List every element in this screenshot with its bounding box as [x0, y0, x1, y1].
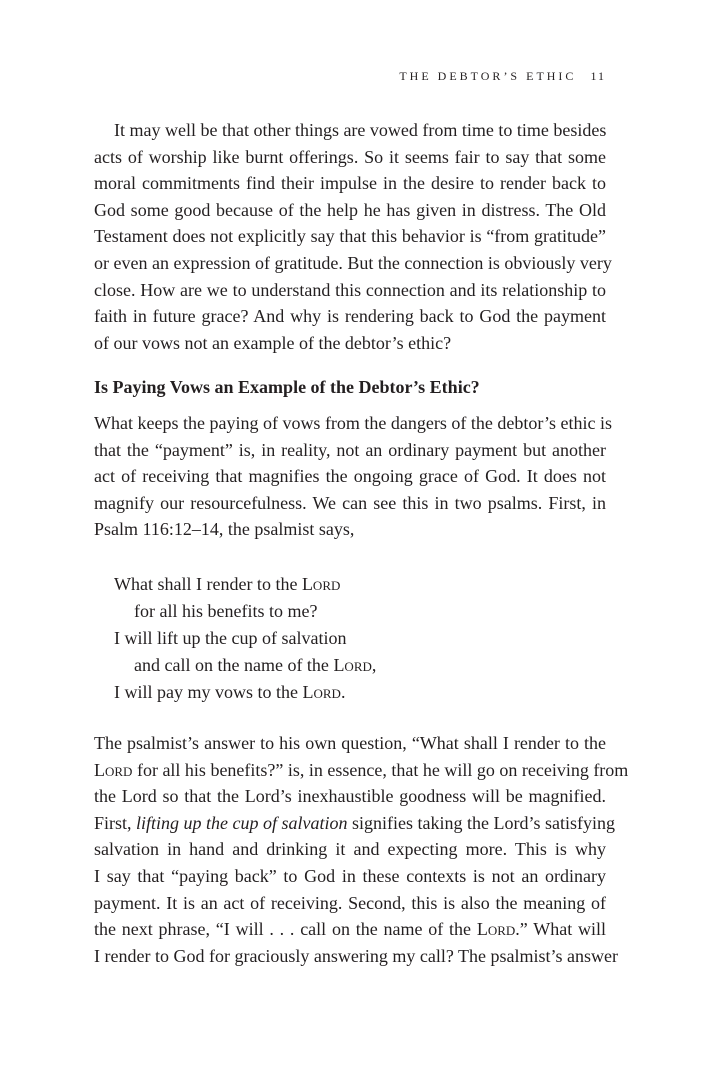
paragraph-line: God some good because of the help he has given in distress. The Old [94, 199, 606, 220]
paragraph-line: The psalmist’s answer to his own question, “What shall I render to the [94, 733, 606, 753]
paragraph-line: magnify our resourcefulness. We can see this in two psalms. First, in [94, 492, 606, 513]
paragraph-3 [94, 730, 629, 969]
line-text: for all his benefits?” is, in essence, that he will go on receiving from [132, 759, 629, 780]
paragraph-1 [94, 117, 612, 356]
poem-line: I will lift up the cup of salvation [114, 628, 347, 648]
poem-line [114, 652, 376, 679]
poem-text: I will pay my vows to the [114, 682, 303, 702]
page-number: 11 [590, 69, 606, 83]
paragraph-line: faith in future grace? And why is rendering back to God the payment [94, 306, 606, 327]
line-text: the next phrase, “I will . . . call on the name of the [94, 919, 477, 940]
psalm-quotation [114, 571, 376, 706]
paragraph-line: Psalm 116:12–14, the psalmist says, [94, 519, 355, 540]
paragraph-line [94, 810, 615, 837]
italic-phrase: lifting up the cup of salvation [136, 812, 348, 833]
paragraph-line: moral commitments find their impulse in the desire to render back to [94, 173, 606, 194]
line-text: signifies taking the Lord’s satisfying [347, 812, 615, 833]
paragraph-line: that the “payment” is, in reality, not an ordinary payment but another [94, 439, 606, 460]
section-heading: Is Paying Vows an Example of the Debtor’s Ethic? [94, 377, 480, 397]
poem-text: and call on the name of the [134, 655, 334, 675]
paragraph-line: of our vows not an example of the debtor’s ethic? [94, 332, 452, 353]
paragraph-line: It may well be that other things are vowed from time to time besides [114, 120, 607, 140]
poem-punctuation: , [371, 655, 377, 675]
paragraph-line: acts of worship like burnt offerings. So it seems fair to say that some [94, 146, 606, 167]
paragraph-line: close. How are we to understand this connection and its relationship to [94, 279, 606, 300]
poem-line [114, 571, 376, 598]
paragraph-line: or even an expression of gratitude. But the connection is obviously very [94, 252, 612, 273]
poem-text: What shall I render to the [114, 574, 302, 594]
lord-small-caps: Lord [333, 655, 372, 675]
paragraph-line: I say that “paying back” to God in these contexts is not an ordinary [94, 865, 606, 886]
paragraph-line: payment. It is an act of receiving. Second, this is also the meaning of [94, 892, 606, 913]
paragraph-line: I render to God for graciously answering my call? The psalmist’s answer [94, 945, 619, 966]
lord-small-caps: Lord [476, 919, 516, 940]
line-text: .” What will [515, 919, 606, 940]
paragraph-line [94, 916, 606, 943]
line-text: First, [94, 812, 137, 833]
poem-line [114, 679, 376, 706]
running-head [399, 69, 606, 84]
paragraph-line: What keeps the paying of vows from the dangers of the debtor’s ethic is [94, 413, 613, 433]
paragraph-2 [94, 410, 613, 543]
lord-small-caps: Lord [302, 682, 341, 702]
paragraph-line: salvation in hand and drinking it and expecting more. This is why [94, 839, 606, 860]
lord-small-caps: Lord [301, 574, 341, 594]
paragraph-line: Testament does not explicitly say that this behavior is “from gratitude” [94, 226, 606, 247]
running-head-title: THE DEBTOR’S ETHIC [399, 69, 577, 83]
poem-line: for all his benefits to me? [134, 601, 318, 621]
paragraph-line: act of receiving that magnifies the ongoing grace of God. It does not [94, 466, 606, 487]
paragraph-line: the Lord so that the Lord’s inexhaustible goodness will be magnified. [94, 786, 606, 807]
paragraph-line [94, 757, 629, 784]
lord-small-caps: Lord [94, 759, 133, 780]
poem-punctuation: . [340, 682, 346, 702]
